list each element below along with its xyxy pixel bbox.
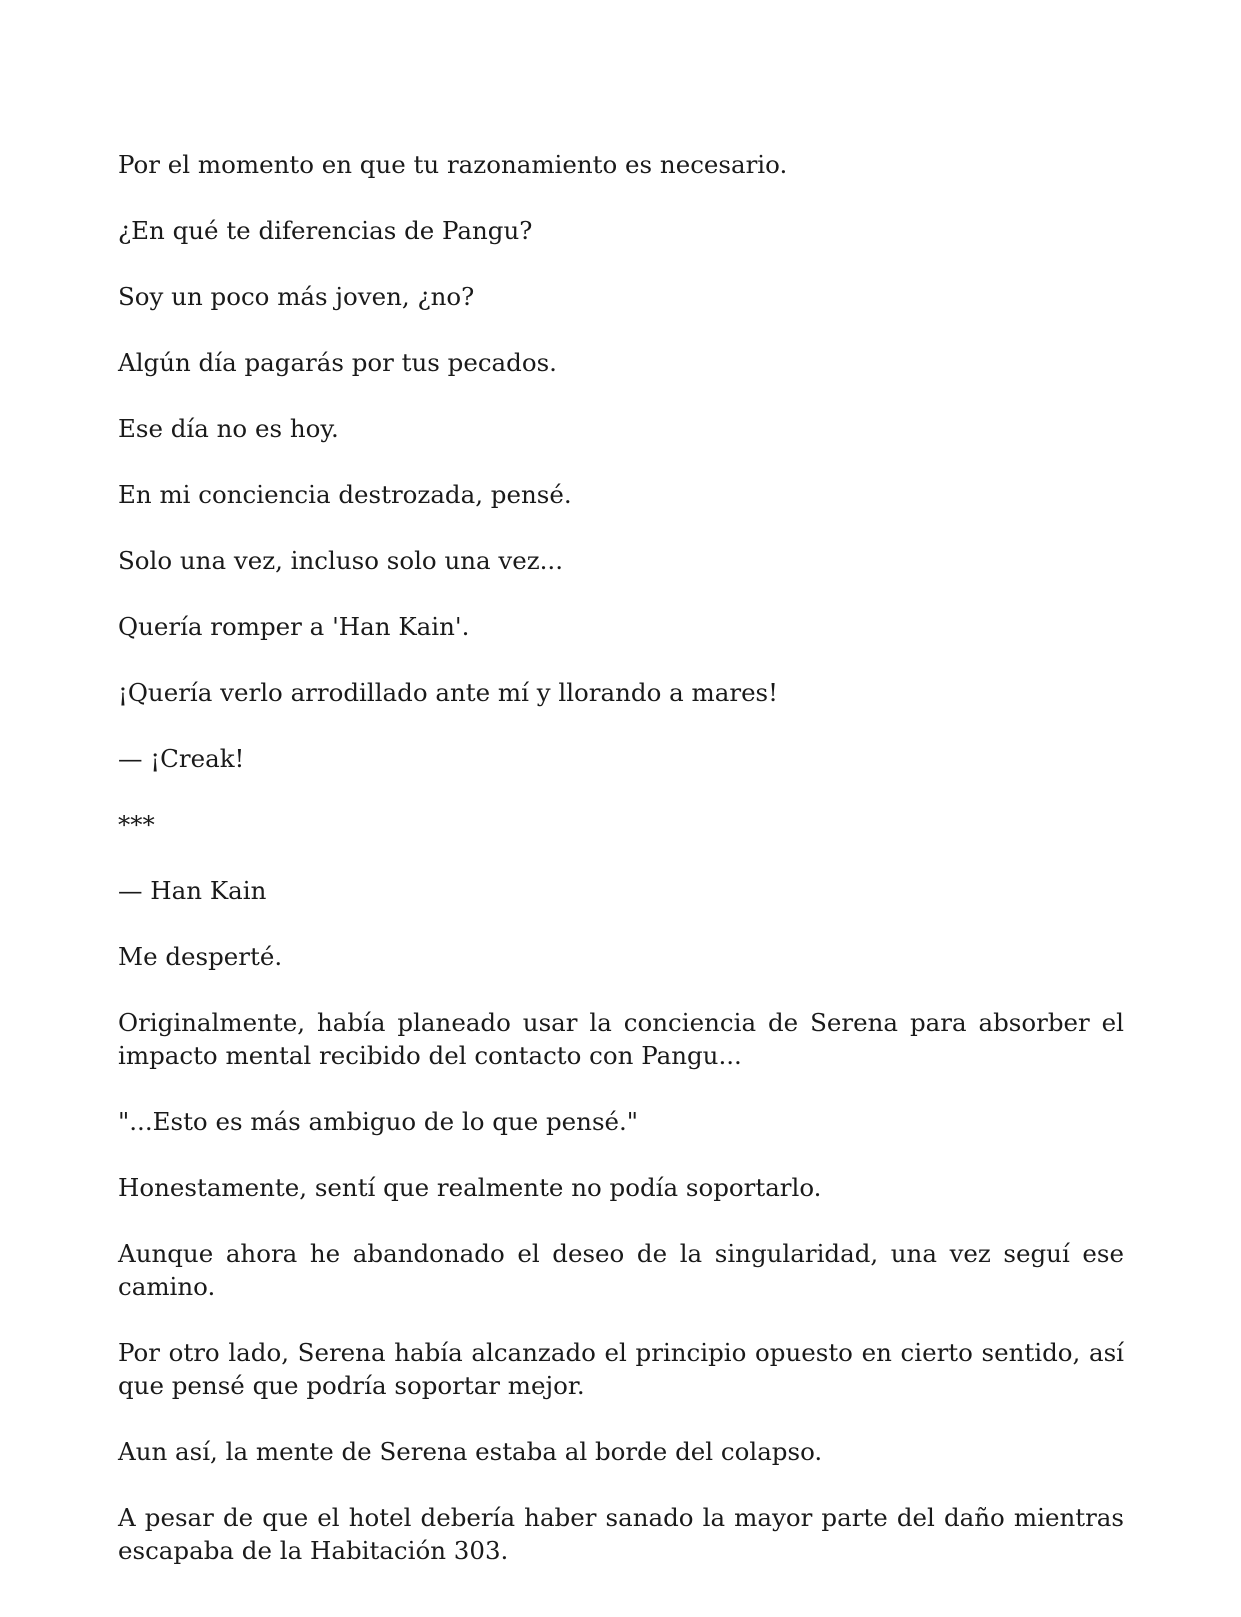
paragraph: Me desperté. <box>118 942 283 971</box>
paragraph: Honestamente, sentí que realmente no podía soportarlo. <box>118 1173 822 1202</box>
document-body <box>118 148 1124 1567</box>
paragraph: — Han Kain <box>118 876 267 905</box>
paragraph: ¿En qué te diferencias de Pangu? <box>118 216 533 245</box>
paragraph: Algún día pagarás por tus pecados. <box>118 348 557 377</box>
scene-break: *** <box>118 810 155 839</box>
paragraph: ¡Quería verlo arrodillado ante mí y llorando a mares! <box>118 678 778 707</box>
paragraph: Quería romper a 'Han Kain'. <box>118 612 470 641</box>
paragraph: Originalmente, había planeado usar la conciencia de Serena para absorber el impacto mental recibido del contacto con Pangu... <box>118 1008 1124 1070</box>
paragraph: Aun así, la mente de Serena estaba al borde del colapso. <box>118 1437 823 1466</box>
paragraph: Aunque ahora he abandonado el deseo de la singularidad, una vez seguí ese camino. <box>118 1239 1124 1301</box>
paragraph: Por otro lado, Serena había alcanzado el principio opuesto en cierto sentido, así que pensé que podría soportar mejor. <box>118 1338 1124 1400</box>
paragraph: — ¡Creak! <box>118 744 245 773</box>
paragraph: Soy un poco más joven, ¿no? <box>118 282 475 311</box>
paragraph: Ese día no es hoy. <box>118 414 339 443</box>
paragraph: Solo una vez, incluso solo una vez... <box>118 546 564 575</box>
paragraph: En mi conciencia destrozada, pensé. <box>118 480 572 509</box>
paragraph: A pesar de que el hotel debería haber sanado la mayor parte del daño mientras escapaba de la Habitación 303. <box>118 1503 1124 1565</box>
paragraph: Por el momento en que tu razonamiento es necesario. <box>118 150 788 179</box>
paragraph: "...Esto es más ambiguo de lo que pensé." <box>118 1107 639 1136</box>
